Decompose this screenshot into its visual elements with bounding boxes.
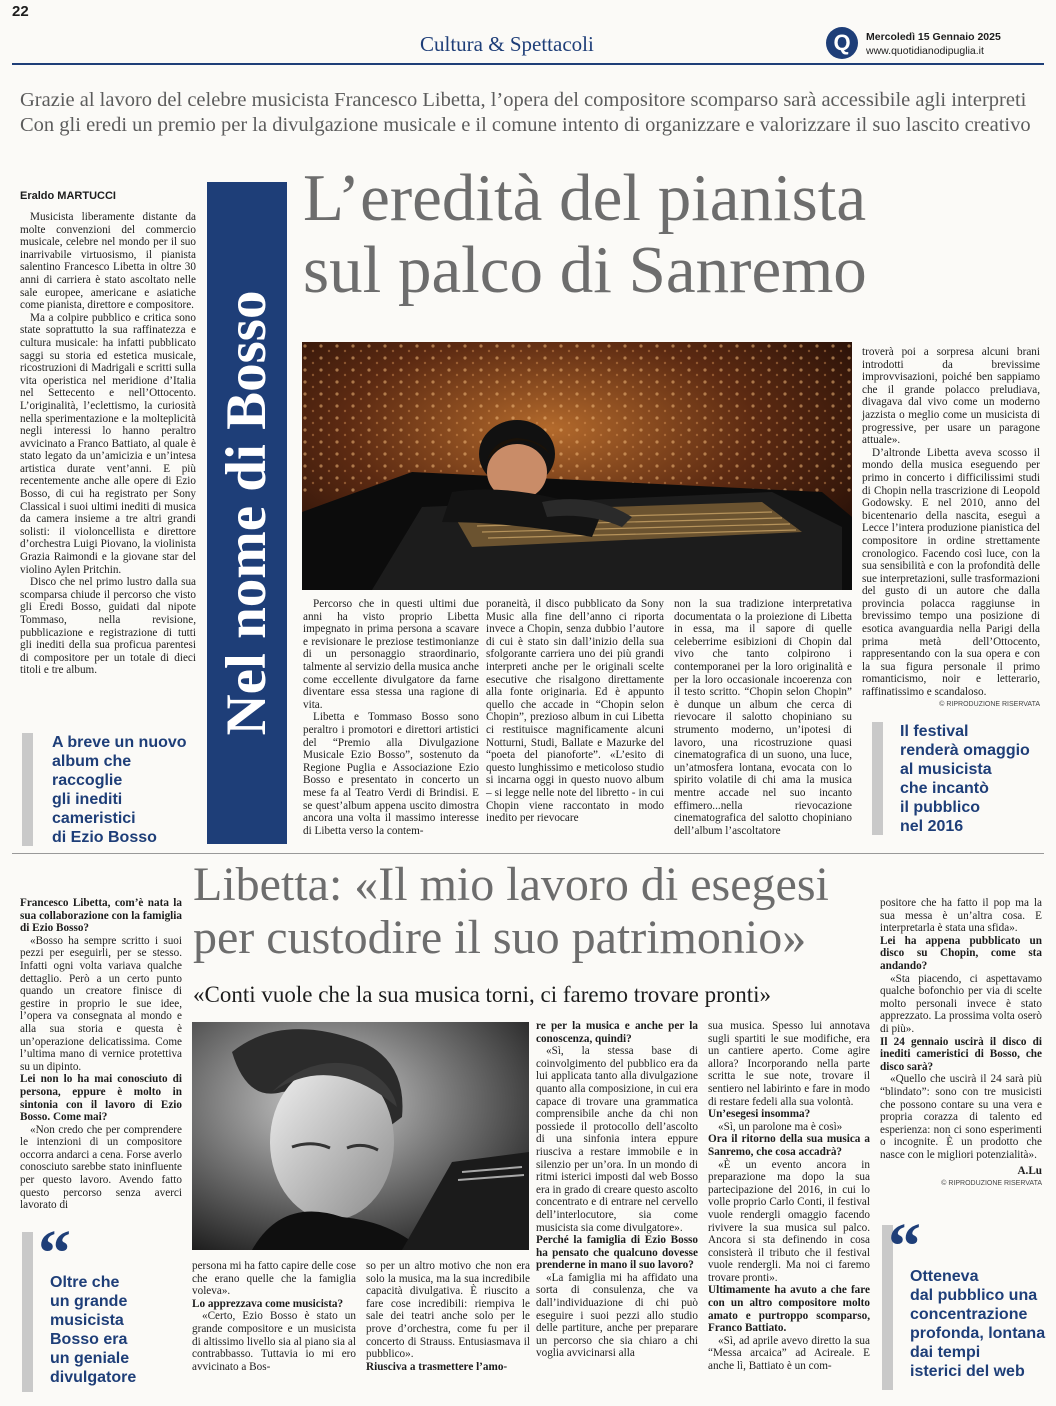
question: re per la musica e anche per la conoscenza, quindi? [536,1020,698,1045]
answer: «La famiglia mi ha affidato una sorta di consulenza, che va dall’individuazione di chi può eseguire i suoi pezzi allo studio delle partiture, anche per preparare un percorso che sia chiaro a chi voglia avvicinarsi alla [536,1271,698,1360]
article-divider [12,853,1044,854]
interview-column-2 [192,1260,356,1400]
summary [20,88,1050,138]
pull-line: al musicista [900,761,992,778]
pull-line: musicista [50,1312,124,1329]
question: Riusciva a trasmettere l’amo- [366,1360,508,1373]
question: Lei ha appena pubblicato un disco su Chopin, come sta andando? [880,934,1042,972]
interview-column-5 [880,897,1042,1209]
pull-line: Otteneva [910,1268,979,1285]
pull-line: nel 2016 [900,818,964,835]
pull-line: Oltre che [50,1274,120,1291]
pull-line: un grande [50,1293,128,1310]
pull-line: divulgatore [50,1369,137,1386]
answer: so per un altro motivo che non era solo la musica, ma la sua incredibile capacità divulgativa. È riuscito a fare cose incredibili: riempiva le sale dei teatri anche solo per le prove d’orchestra, come fu per il concerto di Strauss. Entusiasmava il pubblico». [366,1260,530,1361]
question: Lo apprezzava come musicista? [192,1297,344,1310]
pianist-photo [302,342,852,590]
headline-line-2: sul palco di Sanremo [303,233,867,307]
question: Ora il ritorno della sua musica a Sanremo, che cosa accadrà? [708,1133,870,1158]
pull-line: A breve un nuovo [52,734,187,751]
paragraph: Ma a colpire pubblico e critica sono state soprattutto la sua raffinatezza e cultura musicale: ha infatti pubblicato saggi su storia ed estetica musicale, ricostruzioni di Madrigali e scritti sulla vita operistica nel meridione d’Italia nel Settecento e nell’Ottocento. L’originalità, l’eclettismo, la curiosità nella sperimentazione e la molteplicità negli interessi lo hanno peraltro avvicinato a Franco Battiato, al quale è stato legato da un’amicizia e un’intesa artistica durate vent’anni. E più recentemente anche alle opere di Ezio Bosso, di cui ha registrato per Sony Classical i suoi ultimi inediti di musica da camera insieme a tre altri grandi solisti: il violoncellista e direttore d’orchestra Luigi Piovano, la violinista Grazia Raimondi e la giovane star del violino Aylen Pritchin. [20,311,196,576]
pull-quote-bar [872,722,883,835]
interview-subhead: «Conti vuole che la sua musica torni, ci faremo trovare pronti» [193,982,772,1007]
answer: «Certo, Ezio Bosso è stato un grande compositore e un musicista di altissimo livello sia al piano sia al contrabbasso. Tuttavia io mi ero avvicinato a Bos- [192,1310,356,1373]
pull-quote-divulgatore [50,1273,185,1387]
answer: sua musica. Spesso lui annotava sugli spartiti le sue modifiche, era un cantiere aperto. Come agire allora? Incorporando nella parte scritta le sue note, trovare il sentiero nel labirinto e fare in modo di restare fedeli alla sua volontà. [708,1020,870,1108]
libetta-portrait-photo [192,1022,529,1250]
answer: «Sta piacendo, ci aspettavamo qualche bofonchio per via di scelte molto personali invece è stato apprezzato. La prossima volta oserò di più». [880,972,1042,1035]
section-title: Cultura & Spettacoli [420,32,594,56]
pull-line: che incantò [900,780,989,797]
pull-line: renderà omaggio [900,742,1030,759]
header-rule [12,63,1044,65]
pull-line: di Ezio Bosso [52,829,157,846]
main-headline [303,162,867,306]
question: Francesco Libetta, com’è nata la sua collaborazione con la famiglia di Ezio Bosso? [20,897,182,935]
paragraph: Musicista liberamente distante da molte convenzioni del commercio musicale, celebre nel mondo per il suo inarrivabile virtuosismo, il pianista salentino Francesco Libetta in oltre 30 anni di carriera è stato ascoltato nelle sale europee, americane e asiatiche come pianista, direttore e compositore. [20,211,196,312]
paragraph: D’altronde Libetta aveva scosso il mondo della musica eseguendo per primo in concerto i difficilissimi studi di Chopin nella trascrizione di Leopold Godowsky. E nel 2010, anno del bicentenario della nascita, eseguì a Lecce l’intera produzione pianistica del compositore in ordine strettamente cronologico. Facendo così luce, con la sua sensibilità e con la profondità delle sue interpretazioni, sulle trasformazioni del gusto di un autore che dalla provincia polacca raggiunse in brevissimo tempo una posizione di esotica avanguardia nella Parigi della prima metà dell’Ottocento, rappresentando con la sua opera e con la sua figura personale il primo romanticismo, noir e letterario, raffinatissimo e scandaloso. [862,446,1040,699]
paragraph: non la sua tradizione interpretativa documentata o la proiezione di Libetta in essa, ma il sapore di quelle celeberrime esibizioni di Chopin dal vivo che tanto colpirono i contemporanei per la loro originalità e per la loro occasionale incoerenza con il testo scritto. “Chopin selon Chopin” è dunque un album che cerca di rievocare il salotto chopiniano su strumento moderno, un’ipotesi di lavoro, una ricostruzione quasi cinematografica di un suono, una luce, un’atmosfera lontana, evocata con lo spirito volatile di chi ama la musica mentre accade nel suo incanto effimero...nella rievocazione cinematografica del salotto chopiniano dell’album l’ascoltatore [674,598,852,837]
interview-column-3 [366,1260,530,1400]
paragraph: Libetta e Tommaso Bosso sono peraltro i promotori e direttori artistici del “Premio alla Divulgazione Musicale Ezio Bosso”, sostenuto da Regione Puglia e Associazione Ezio Bosso e presentato in concerto un mese fa al Teatro Verdi di Brindisi. E se quest’album appena uscito dimostra ancora una volta il massimo interesse di Libetta verso la contem- [303,711,479,837]
headline-line-2: per custodire il suo patrimonio» [193,911,807,964]
pull-line: Il festival [900,723,969,740]
pull-line: raccoglie [52,772,123,789]
byline-first: Eraldo [20,190,55,202]
kicker-text: Nel nome di Bosso [215,290,278,736]
pull-quote-bar [22,1232,33,1392]
question: Un’esegesi insomma? [708,1108,811,1121]
pull-quote-bar [22,733,33,846]
pull-line: Bosso era [50,1331,128,1348]
main-column-3 [486,598,664,836]
interview-column-4 [708,1020,870,1400]
byline-last: MARTUCCI [57,190,116,202]
answer: «Sì, la stessa base di coinvolgimento del pubblico era da lui applicata tanto alla divulgazione quanto alla composizione, in cui era capace di trovare una grammatica comprensibile anche da chi non possiede il protocollo dell’ascolto di una sinfonia intera eppure riusciva a restare immobile e in silenzio per un’ora. In un mondo di ritmi isterici imposti dal web Bosso era in grado di creare questo ascolto concentrato e di entrare nel cervello dell’interlocutore, sia come musicista sia come divulgatore». [536,1045,698,1234]
pull-quote-pubblico [910,1267,1052,1381]
main-column-4 [674,598,852,836]
kicker-box [207,182,287,844]
question: Lei non lo ha mai conosciuto di persona, eppure è molto in sintonia con il lavoro di Ezio Bosso. Come mai? [20,1073,182,1124]
interview-column-1 [20,897,182,1215]
byline [20,190,116,202]
pull-line: un geniale [50,1350,130,1367]
answer: «Sì, ad aprile avevo diretto la sua “Messa arcaica” ad Acireale. E anche lì, Battiato è un com- [708,1334,870,1373]
summary-line-2: Con gli eredi un premio per la divulgazione musicale e il comune intento di organizzare e valorizzare il suo lascito creativo [20,114,1031,136]
pull-line: concentrazione [910,1306,1028,1323]
issue-date: Mercoledì 15 Gennaio 2025 [866,31,1001,43]
summary-line-1: Grazie al lavoro del celebre musicista Francesco Libetta, l’opera del compositore scomparso sarà accessibile agli interpreti [20,89,1027,111]
copyright: © RIPRODUZIONE RISERVATA [939,700,1040,708]
pull-line: gli inediti [52,791,123,808]
pull-line: isterici del web [910,1363,1025,1380]
paragraph: Percorso che in questi ultimi due anni ha visto proprio Libetta impegnato in prima persona a scavare e revisionare le preziose testimonianze di un personaggio straordinario, talmente al servizio della musica anche come eccellente divulgatore da farne diventare essa stessa una ragione di vita. [303,598,479,711]
answer: positore che ha fatto il pop ma la sua messa è un’altra cosa. E interpretarla è stata una sfida». [880,897,1042,935]
answer: «Bosso ha sempre scritto i suoi pezzi per eseguirli, per se stesso. Infatti ogni volta variava qualche dettaglio. Però a un certo punto quando un creatore finisce di gestire in proprio le sue idee, l’opera va consegnata al mondo e alla sua storia e questa è un’operazione delicatissima. Come l’ultima mano di vernice protettiva su un dipinto. [20,934,182,1073]
question: Perché la famiglia di Ezio Bosso ha pensato che qualcuno dovesse prenderne in mano il suo lavoro? [536,1234,698,1272]
answer: «È un evento ancora in preparazione ma dopo la sua partecipazione del 2016, in cui lo volle proprio Carlo Conti, il festival vuole rendergli omaggio facendo rivivere la sua musica sul palco. Ancora si sta definendo in cosa consisterà il tributo che il festival vuole rendergli. Ma noi ci faremo trovare pronti». [708,1158,870,1284]
pull-line: dal pubblico una [910,1287,1038,1304]
answer: persona mi ha fatto capire delle cose che erano quelle che la famiglia voleva». [192,1260,356,1298]
copyright: © RIPRODUZIONE RISERVATA [941,1180,1042,1188]
paragraph: Disco che nel primo lustro dalla sua scomparsa chiude il percorso che visto gli Eredi Bosso, guidati dal nipote Tommaso, nella revisione, pubblicazione e registrazione di tutti gli inediti della sua proficua parentesi di compositore per un totale di dieci titoli e tre album. [20,576,196,677]
main-column-5 [862,346,1040,708]
newspaper-logo [826,27,858,59]
answer: «Sì, un parolone ma è così» [718,1120,843,1133]
paragraph: poraneità, il disco pubblicato da Sony Music alla fine dell’anno ci riporta invece a Chopin, senza dubbio l’autore di cui è stato sin dall’inizio della sua sfolgorante carriera uno dei più grandi interpreti anche per le originali scelte esecutive che risalgono direttamente alla fonte originaria. Ed è appunto quello che accade in “Chopin selon Chopin”, prezioso album in cui Libetta ci restituisce magnificamente alcuni Notturni, Studi, Ballate e Mazurke del “poeta del pianoforte”. «L’esito di questo lunghissimo e meticoloso studio si incarna oggi in questo nuovo album – si legge nelle note del libretto - in cui Chopin viene raccontato in modo inedito per rievocare [486,598,664,825]
answer: «Non credo che per comprendere le intenzioni di un compositore occorra andarci a cena. Forse averlo conosciuto sarebbe stato ininfluente per questo lavoro. Avendo fatto questo percorso senza averci lavorato di [20,1123,182,1212]
pull-line: il pubblico [900,799,980,816]
pull-line: album che [52,753,132,770]
pull-line: cameristici [52,810,136,827]
website-url: www.quotidianodipuglia.it [866,45,984,57]
paragraph: troverà poi a sorpresa alcuni brani introdotti da brevissime improvvisazioni, poiché ben sappiamo che il grande polacco preludiava, divagava dal vivo come un moderno jazzista o meglio come un musicista di progressive, per usare un paragone attuale». [862,346,1040,447]
logo-letter: Q [833,30,851,55]
quote-mark-icon: “ [888,1210,915,1283]
pull-line: dai tempi [910,1344,981,1361]
headline-line-1: Libetta: «Il mio lavoro di esegesi [193,858,829,911]
quote-mark-icon: “ [38,1217,65,1290]
interview-column-3b [536,1020,698,1400]
pull-quote-album [52,733,202,847]
question: Il 24 gennaio uscirà il disco di inediti cameristici di Bosso, che disco sarà? [880,1035,1042,1073]
page-number: 22 [12,3,29,20]
pull-line: profonda, lontana [910,1325,1046,1342]
main-column-2 [303,598,479,836]
interview-headline [193,858,829,964]
author-signature: A.Lu [1017,1165,1042,1178]
question: Ultimamente ha avuto a che fare con un altro compositore molto amato e purtroppo scomparso, Franco Battiato. [708,1284,870,1335]
pull-quote-festival [900,722,1050,836]
main-column-1 [20,211,196,715]
answer: «Quello che uscirà il 24 sarà più “blindato”: sono con tre musicisti che possono contare su una vera e propria corazza di talento ed esperienza: non ci sono esperimenti o incognite. È un prodotto che nasce con le migliori potenzialità». [880,1073,1042,1161]
headline-line-1: L’eredità del pianista [303,161,867,235]
